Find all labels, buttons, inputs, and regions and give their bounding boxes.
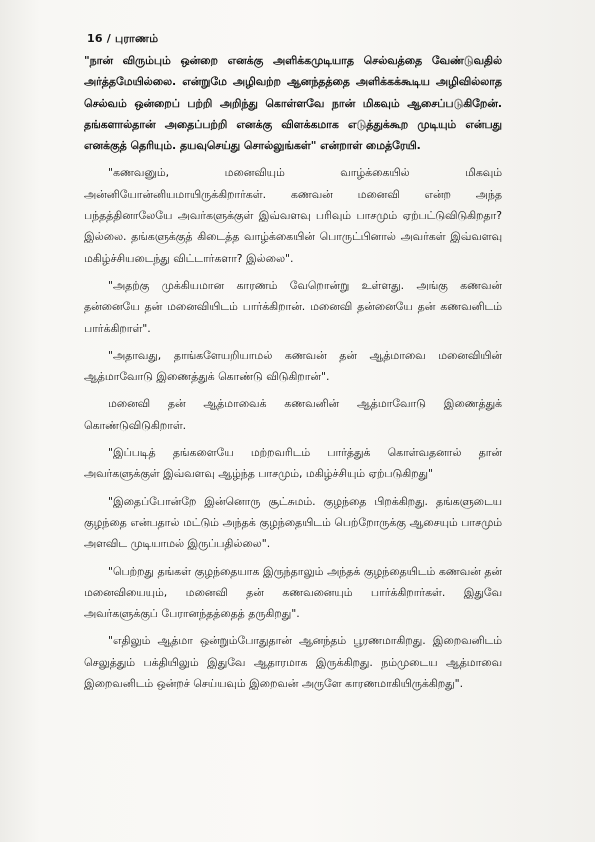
page-header: 16 / புராணம் [87,32,159,45]
paragraph-3: "அதற்கு முக்கியமான காரணம் வேறொன்று உள்ளது. அங்கு கணவன் தன்னையே தன் மனைவியிடம் பார்க்கிறான். மனைவி தன்னையே தன் கணவனிடம் பார்க்கிறாள்". [84,278,502,335]
paragraph-6: "இப்படித் தங்களையே மற்றவரிடம் பார்த்துக் கொள்வதனால் தான் அவர்களுக்குள் இவ்வளவு ஆழ்ந்த பாசமும், மகிழ்ச்சியும் ஏற்படுகிறது" [84,446,502,481]
paragraph-4: "அதாவது, தாங்களேயறியாமல் கணவன் தன் ஆத்மாவை மனைவியின் ஆத்மாவோடு இணைத்துக் கொண்டு விடுகிறான்". [84,348,502,384]
paragraph-9: "எதிலும் ஆத்மா ஒன்றும்போதுதான் ஆனந்தம் பூரணமாகிறது. இறைவனிடம் செலுத்தும் பக்தியிலும் இதுவே ஆதாரமாக இருக்கிறது. நம்முடைய ஆத்மாவை இறைவனிடம் ஒன்றச் செய்யவும் இறைவன் அருளே காரணமாகியிருக்கிறது". [84,634,502,691]
page-body [84,50,502,700]
paragraph-8: "பெற்றது தங்கள் குழந்தையாக இருந்தாலும் அந்தக் குழந்தையிடம் கணவன் தன் மனைவியையும், மனைவி தன் கணவனையும் பார்க்கிறார்கள். இதுவே அவர்களுக்குப் பேரானந்தத்தைத் தருகிறது". [84,564,502,621]
paragraph-5: மனைவி தன் ஆத்மாவைக் கணவனின் ஆத்மாவோடு இணைத்துக் கொண்டுவிடுகிறாள். [84,397,502,432]
paragraph-2: "கணவனும், மனைவியும் வாழ்க்கையில் மிகவும் அன்னியோன்னியமாயிருக்கிறார்கள். கணவன் மனைவி என்ற அந்த பந்தத்தினாலேயே அவர்களுக்குள் இவ்வளவு பரிவும் பாசமும் ஏற்பட்டுவிடுகிறதா? இல்லை. தங்களுக்குத் கிடைத்த வாழ்க்கையின் பொருட்பினால் அவர்கள் இவ்வளவு மகிழ்ச்சியடைந்து விட்டார்களா? இல்லை". [84,166,502,265]
paragraph-1: "நான் விரும்பும் ஒன்றை எனக்கு அளிக்கமுடியாத செல்வத்தை வேண்டுவதில் அர்த்தமேயில்லை. என்றுமே அழிவற்ற ஆனந்தத்தை அளிக்கக்கூடிய அழிவில்லாத செல்வம் ஒன்றைப் பற்றி அறிந்து கொள்ளவே நான் மிகவும் ஆசைப்படுகிறேன். தங்களால்தான் அதைப்பற்றி எனக்கு விளக்கமாக எடுத்துக்கூற முடியும் என்பது எனக்குத் தெரியும். தயவுசெய்து சொல்லுங்கள்" என்றாள் மைத்ரேயி. [84,54,502,153]
paragraph-7: "இதைப்போன்றே இன்னொரு சூட்சுமம். குழந்தை பிறக்கிறது. தங்களுடைய குழந்தை என்பதால் மட்டும் அந்தக் குழந்தையிடம் பெற்றோருக்கு ஆசையும் பாசமும் அளவிட முடியாமல் இருப்பதில்லை". [84,494,502,551]
